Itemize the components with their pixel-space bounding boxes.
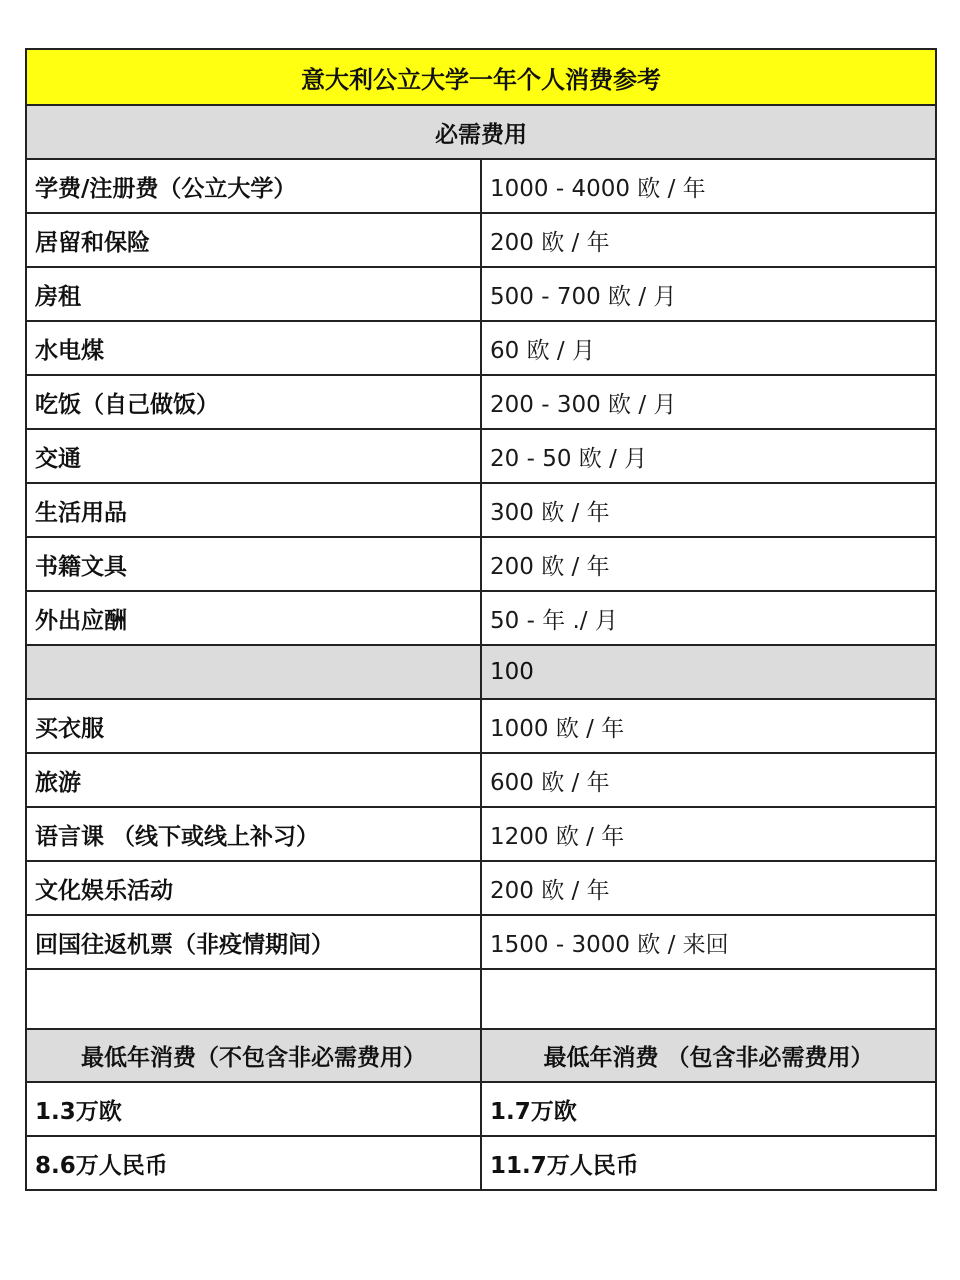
item-value: 300 欧 / 年 bbox=[481, 483, 936, 537]
blank-row bbox=[26, 969, 936, 1029]
item-value: 1000 - 4000 欧 / 年 bbox=[481, 159, 936, 213]
item-value: 20 - 50 欧 / 月 bbox=[481, 429, 936, 483]
table-row bbox=[26, 159, 936, 213]
item-value: 200 欧 / 年 bbox=[481, 213, 936, 267]
table-row bbox=[26, 699, 936, 753]
table-row bbox=[26, 861, 936, 915]
section-required-row bbox=[26, 105, 936, 159]
summary-header-row bbox=[26, 1029, 936, 1082]
summary-value: 11.7万人民币 bbox=[481, 1136, 936, 1190]
item-value: 200 欧 / 年 bbox=[481, 861, 936, 915]
item-label: 买衣服 bbox=[26, 699, 481, 753]
table-title: 意大利公立大学一年个人消费参考 bbox=[26, 49, 936, 105]
cost-table bbox=[25, 48, 937, 1191]
section-optional-row bbox=[26, 645, 936, 699]
table-row bbox=[26, 267, 936, 321]
summary-row-euro bbox=[26, 1082, 936, 1136]
item-label: 学费/注册费（公立大学） bbox=[26, 159, 481, 213]
item-label: 水电煤 bbox=[26, 321, 481, 375]
table-row bbox=[26, 213, 936, 267]
item-label: 回国往返机票（非疫情期间） bbox=[26, 915, 481, 969]
item-value: 200 欧 / 年 bbox=[481, 537, 936, 591]
blank-cell bbox=[481, 969, 936, 1029]
item-label: 居留和保险 bbox=[26, 213, 481, 267]
summary-row-rmb bbox=[26, 1136, 936, 1190]
section-required-header: 必需费用 bbox=[26, 105, 936, 159]
table-row bbox=[26, 915, 936, 969]
summary-value: 1.7万欧 bbox=[481, 1082, 936, 1136]
item-label: 文化娱乐活动 bbox=[26, 861, 481, 915]
item-value: 50 - 年 ./ 月 bbox=[481, 591, 936, 645]
item-value: 1200 欧 / 年 bbox=[481, 807, 936, 861]
summary-header-excluding: 最低年消费（不包含非必需费用） bbox=[26, 1029, 481, 1082]
item-value: 1500 - 3000 欧 / 来回 bbox=[481, 915, 936, 969]
item-label: 生活用品 bbox=[26, 483, 481, 537]
item-label: 交通 bbox=[26, 429, 481, 483]
item-value: 1000 欧 / 年 bbox=[481, 699, 936, 753]
item-value: 500 - 700 欧 / 月 bbox=[481, 267, 936, 321]
table-row bbox=[26, 321, 936, 375]
title-row bbox=[26, 49, 936, 105]
item-value: 600 欧 / 年 bbox=[481, 753, 936, 807]
section-optional-partial-text: 100 bbox=[481, 645, 936, 699]
item-value: 200 - 300 欧 / 月 bbox=[481, 375, 936, 429]
item-label: 书籍文具 bbox=[26, 537, 481, 591]
summary-value: 8.6万人民币 bbox=[26, 1136, 481, 1190]
table-row bbox=[26, 375, 936, 429]
table-row bbox=[26, 753, 936, 807]
table-row bbox=[26, 429, 936, 483]
cost-table-sheet bbox=[25, 48, 935, 1191]
table-row bbox=[26, 483, 936, 537]
table-row bbox=[26, 807, 936, 861]
item-label: 语言课 （线下或线上补习） bbox=[26, 807, 481, 861]
item-label: 吃饭（自己做饭） bbox=[26, 375, 481, 429]
blank-cell bbox=[26, 969, 481, 1029]
item-value: 60 欧 / 月 bbox=[481, 321, 936, 375]
item-label: 房租 bbox=[26, 267, 481, 321]
item-label: 旅游 bbox=[26, 753, 481, 807]
summary-value: 1.3万欧 bbox=[26, 1082, 481, 1136]
table-row bbox=[26, 537, 936, 591]
section-optional-header bbox=[26, 645, 481, 699]
table-row bbox=[26, 591, 936, 645]
item-label: 外出应酬 bbox=[26, 591, 481, 645]
summary-header-including: 最低年消费 （包含非必需费用） bbox=[481, 1029, 936, 1082]
